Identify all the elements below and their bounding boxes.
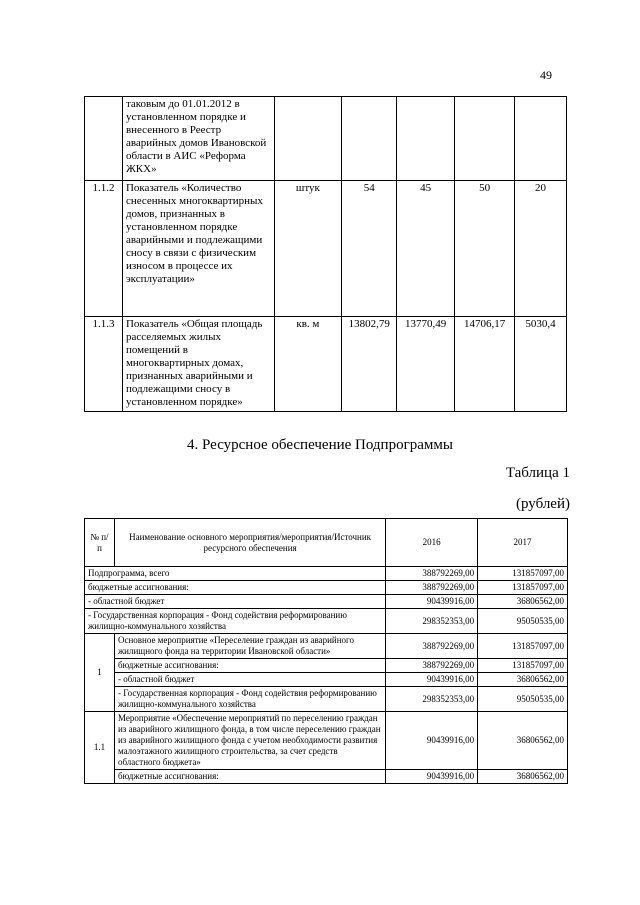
table-row (85, 581, 568, 595)
table-row (85, 687, 568, 712)
table-header-row (85, 519, 568, 567)
amount-2017: 131857097,00 (478, 567, 568, 581)
row-number (85, 97, 123, 181)
value-cell (455, 97, 515, 181)
table-row (85, 595, 568, 609)
indicator-name: Показатель «Общая площадь расселяемых жилых помещений в многоквартирных домах, признанных аварийными и подлежащими сносу в установленном порядке» (122, 317, 274, 412)
amount-2017: 36806562,00 (478, 673, 568, 687)
table-row (85, 97, 567, 181)
value-cell: 50 (455, 181, 515, 317)
units-label: (рублей) (515, 496, 570, 512)
header-name: Наименование основного мероприятия/мероприятия/Источник ресурсного обеспечения (114, 519, 385, 567)
row-label: Основное мероприятие «Переселение граждан из аварийного жилищного фонда на территории Ивановской области» (114, 634, 385, 659)
row-label: - Государственная корпорация - Фонд содействия реформированию жилищно-коммунального хозяйства (85, 609, 386, 634)
amount-2017: 36806562,00 (478, 595, 568, 609)
row-label: бюджетные ассигнования: (114, 770, 385, 784)
row-number: 1 (85, 634, 115, 712)
value-cell: 14706,17 (455, 317, 515, 412)
amount-2016: 388792269,00 (386, 581, 478, 595)
row-label: Подпрограмма, всего (85, 567, 386, 581)
header-num: № п/п (85, 519, 115, 567)
section-title: 4. Ресурсное обеспечение Подпрограммы (187, 437, 453, 453)
row-label: бюджетные ассигнования: (114, 659, 385, 673)
value-cell (397, 97, 455, 181)
amount-2016: 388792269,00 (386, 659, 478, 673)
row-number: 1.1.3 (85, 317, 123, 412)
resource-table (84, 518, 568, 784)
unit-cell (274, 97, 342, 181)
amount-2017: 131857097,00 (478, 634, 568, 659)
row-label: - Государственная корпорация - Фонд содействия реформированию жилищно-коммунального хозяйства (114, 687, 385, 712)
amount-2016: 388792269,00 (386, 634, 478, 659)
header-year-2016: 2016 (386, 519, 478, 567)
row-label: - областной бюджет (85, 595, 386, 609)
amount-2016: 90439916,00 (386, 770, 478, 784)
amount-2016: 90439916,00 (386, 712, 478, 770)
value-cell: 20 (515, 181, 567, 317)
table-row (85, 770, 568, 784)
amount-2017: 131857097,00 (478, 581, 568, 595)
value-cell: 54 (342, 181, 397, 317)
unit-cell: штук (274, 181, 342, 317)
value-cell: 5030,4 (515, 317, 567, 412)
row-label: - областной бюджет (114, 673, 385, 687)
amount-2017: 95050535,00 (478, 687, 568, 712)
table-row (85, 609, 568, 634)
row-number: 1.1.2 (85, 181, 123, 317)
table-row (85, 634, 568, 659)
row-label: бюджетные ассигнования: (85, 581, 386, 595)
header-year-2017: 2017 (478, 519, 568, 567)
page-number: 49 (540, 68, 552, 82)
table-row (85, 712, 568, 770)
table-label: Таблица 1 (505, 465, 570, 481)
value-cell: 45 (397, 181, 455, 317)
indicator-name: Показатель «Количество снесенных многоквартирных домов, признанных в установленном порядке аварийными и подлежащими сносу в связи с физическим износом в процессе их эксплуатации» (122, 181, 274, 317)
amount-2016: 90439916,00 (386, 673, 478, 687)
table-row (85, 659, 568, 673)
table-row (85, 181, 567, 317)
value-cell: 13770,49 (397, 317, 455, 412)
unit-cell: кв. м (274, 317, 342, 412)
amount-2017: 95050535,00 (478, 609, 568, 634)
amount-2016: 388792269,00 (386, 567, 478, 581)
amount-2016: 90439916,00 (386, 595, 478, 609)
indicator-table (84, 96, 567, 412)
row-number: 1.1 (85, 712, 115, 784)
value-cell: 13802,79 (342, 317, 397, 412)
amount-2017: 131857097,00 (478, 659, 568, 673)
table-row (85, 317, 567, 412)
value-cell (342, 97, 397, 181)
indicator-name: таковым до 01.01.2012 в установленном порядке и внесенного в Реестр аварийных домов Ивановской области в АИС «Реформа ЖКХ» (122, 97, 274, 181)
amount-2016: 298352353,00 (386, 687, 478, 712)
table-row (85, 567, 568, 581)
value-cell (515, 97, 567, 181)
amount-2016: 298352353,00 (386, 609, 478, 634)
row-label: Мероприятие «Обеспечение мероприятий по переселению граждан из аварийного жилищного фонда, в том числе переселению граждан из аварийного жилищного фонда с учетом необходимости развития малоэтажного жилищного строительства, за счет средств областного бюджета» (114, 712, 385, 770)
table-row (85, 673, 568, 687)
amount-2017: 36806562,00 (478, 770, 568, 784)
amount-2017: 36806562,00 (478, 712, 568, 770)
